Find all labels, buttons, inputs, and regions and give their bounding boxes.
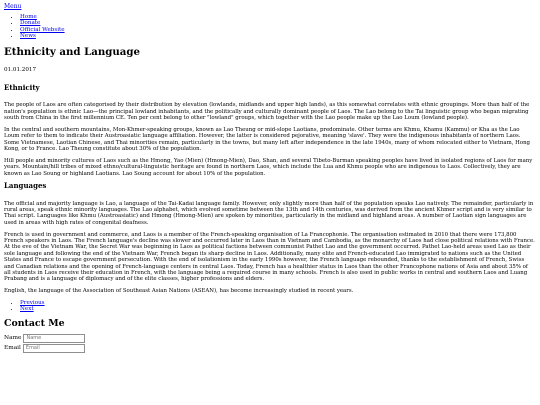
article-date: 01.01.2017 xyxy=(4,67,37,74)
nav-link-donate[interactable]: Donate xyxy=(20,20,41,27)
paragraph: Hill people and minority cultures of Laos such as the Hmong, Yao (Mien) (Hmong-Mien), Dao, Shan, and several Tibeto-Burman speaking peoples have lived in isolated regions of Laos for many years. Mountain/hill tribes of mixed ethno/cultural-linguistic heritage are found in northern Laos, which include the Lua and Khmu people who are indigenous to Laos. Collectively, they are known as Lao Soung or highland Laotians. Lao Soung account for about 10% of the population. xyxy=(4,157,533,177)
pager xyxy=(4,300,536,313)
pager-item-next xyxy=(20,306,536,312)
paragraph: In the central and southern mountains, Mon-Khmer-speaking groups, known as Lao Theung or mid-slope Laotians, predominate. Other terms are Khmu, Khamu (Kammu) or Kha as the Lao Loum refer to them to indicate their Austroasiatic language affiliation. However, the latter is considered pejorative, meaning 'slave'. They were the indigenous inhabitants of northern Laos. Some Vietnamese, Laotian Chinese, and Thai minorities remain, particularly in the towns, but many left after independence in the late 1940s, many of whom relocated either to Vietnam, Hong Kong, or to France. Lao Theung constitute about 30% of the population. xyxy=(4,126,531,152)
page-title: Ethnicity and Language xyxy=(4,46,140,59)
paragraph: The people of Laos are often categorised by their distribution by elevation (lowlands, midlands and upper high lands), as this somewhat correlates with ethnic groupings. More than half of the nation's population is ethnic Lao—the principal lowland inhabitants, and the politically and culturally dominant people of Laos. The Lao belong to the Tai linguistic group who began migrating south from China in the first millennium CE. Ten per cent belong to other "lowland" groups, which together with the Lao people make up the Lao Loum (lowland people). xyxy=(4,102,530,121)
nav-link-home[interactable]: Home xyxy=(20,14,37,21)
nav-link-news[interactable]: News xyxy=(20,32,36,39)
menu-link[interactable]: Menu xyxy=(4,3,22,10)
section-heading-languages: Languages xyxy=(4,181,47,191)
name-label: Name xyxy=(4,334,22,341)
section-heading-ethnicity: Ethnicity xyxy=(4,82,40,92)
email-field[interactable] xyxy=(23,344,85,353)
paragraph: English, the language of the Association of Southeast Asian Nations (ASEAN), has become increasingly studied in recent years. xyxy=(4,288,354,295)
nav-link-official-website[interactable]: Official Website xyxy=(20,26,65,33)
paragraph: French is used in government and commerce, and Laos is a member of the French-speaking organisation of La Francophonie. The organisation estimated in 2010 that there were 173,800 French speakers in Laos. The French language's decline was slower and occurred later in Laos than in Vietnam and Cambodia, as the monarchy of Laos had close political relations with France. At the eve of the Vietnam War, the Secret War was beginning in Laos as political factions between communist Pathet Lao and the government occurred. Pathet Lao-held areas used Lao as their sole language and following the end of the Vietnam War, French began its sharp decline in Laos. Additionally, many elite and French-educated Lao immigrated to nations such as the United States and France to escape government persecution. With the end of isolationism in the early 1990s however, the French language rebounded, thanks to the establishment of French, Swiss and Canadian relations and the opening of French-language centers in central Laos. Today, French has a healthier status in Laos than the other Francophone nations of Asia and about 35% of all students in Laos receive their education in French, with the language being a required course in many schools. French is also used in public works in central and southern Laos and Luang Prabang and is a language of diplomacy and of the elite classes, higher professions and elders. xyxy=(4,231,535,283)
name-field[interactable] xyxy=(23,334,85,343)
nav-item-news xyxy=(20,33,536,39)
paragraph: The official and majority language is Lao, a language of the Tai-Kadai language family. However, only slightly more than half of the population speaks Lao natively. The remainder, particularly in rural areas, speak ethnic minority languages. The Lao alphabet, which evolved sometime between the 13th and 14th centuries, was derived from the ancient Khmer script and is very similar to Thai script. Languages like Khmu (Austroasiatic) and Hmong (Hmong-Mien) are spoken by minorities, particularly in the midland and highland areas. A number of Laotian sign languages are used in areas with high rates of congenital deafness. xyxy=(4,200,534,226)
name-row xyxy=(4,334,536,343)
email-label: Email xyxy=(4,344,21,351)
main-nav xyxy=(4,14,536,39)
contact-heading: Contact Me xyxy=(4,317,65,329)
email-row xyxy=(4,344,536,353)
next-link[interactable]: Next xyxy=(20,306,34,313)
previous-link[interactable]: Previous xyxy=(20,300,45,307)
